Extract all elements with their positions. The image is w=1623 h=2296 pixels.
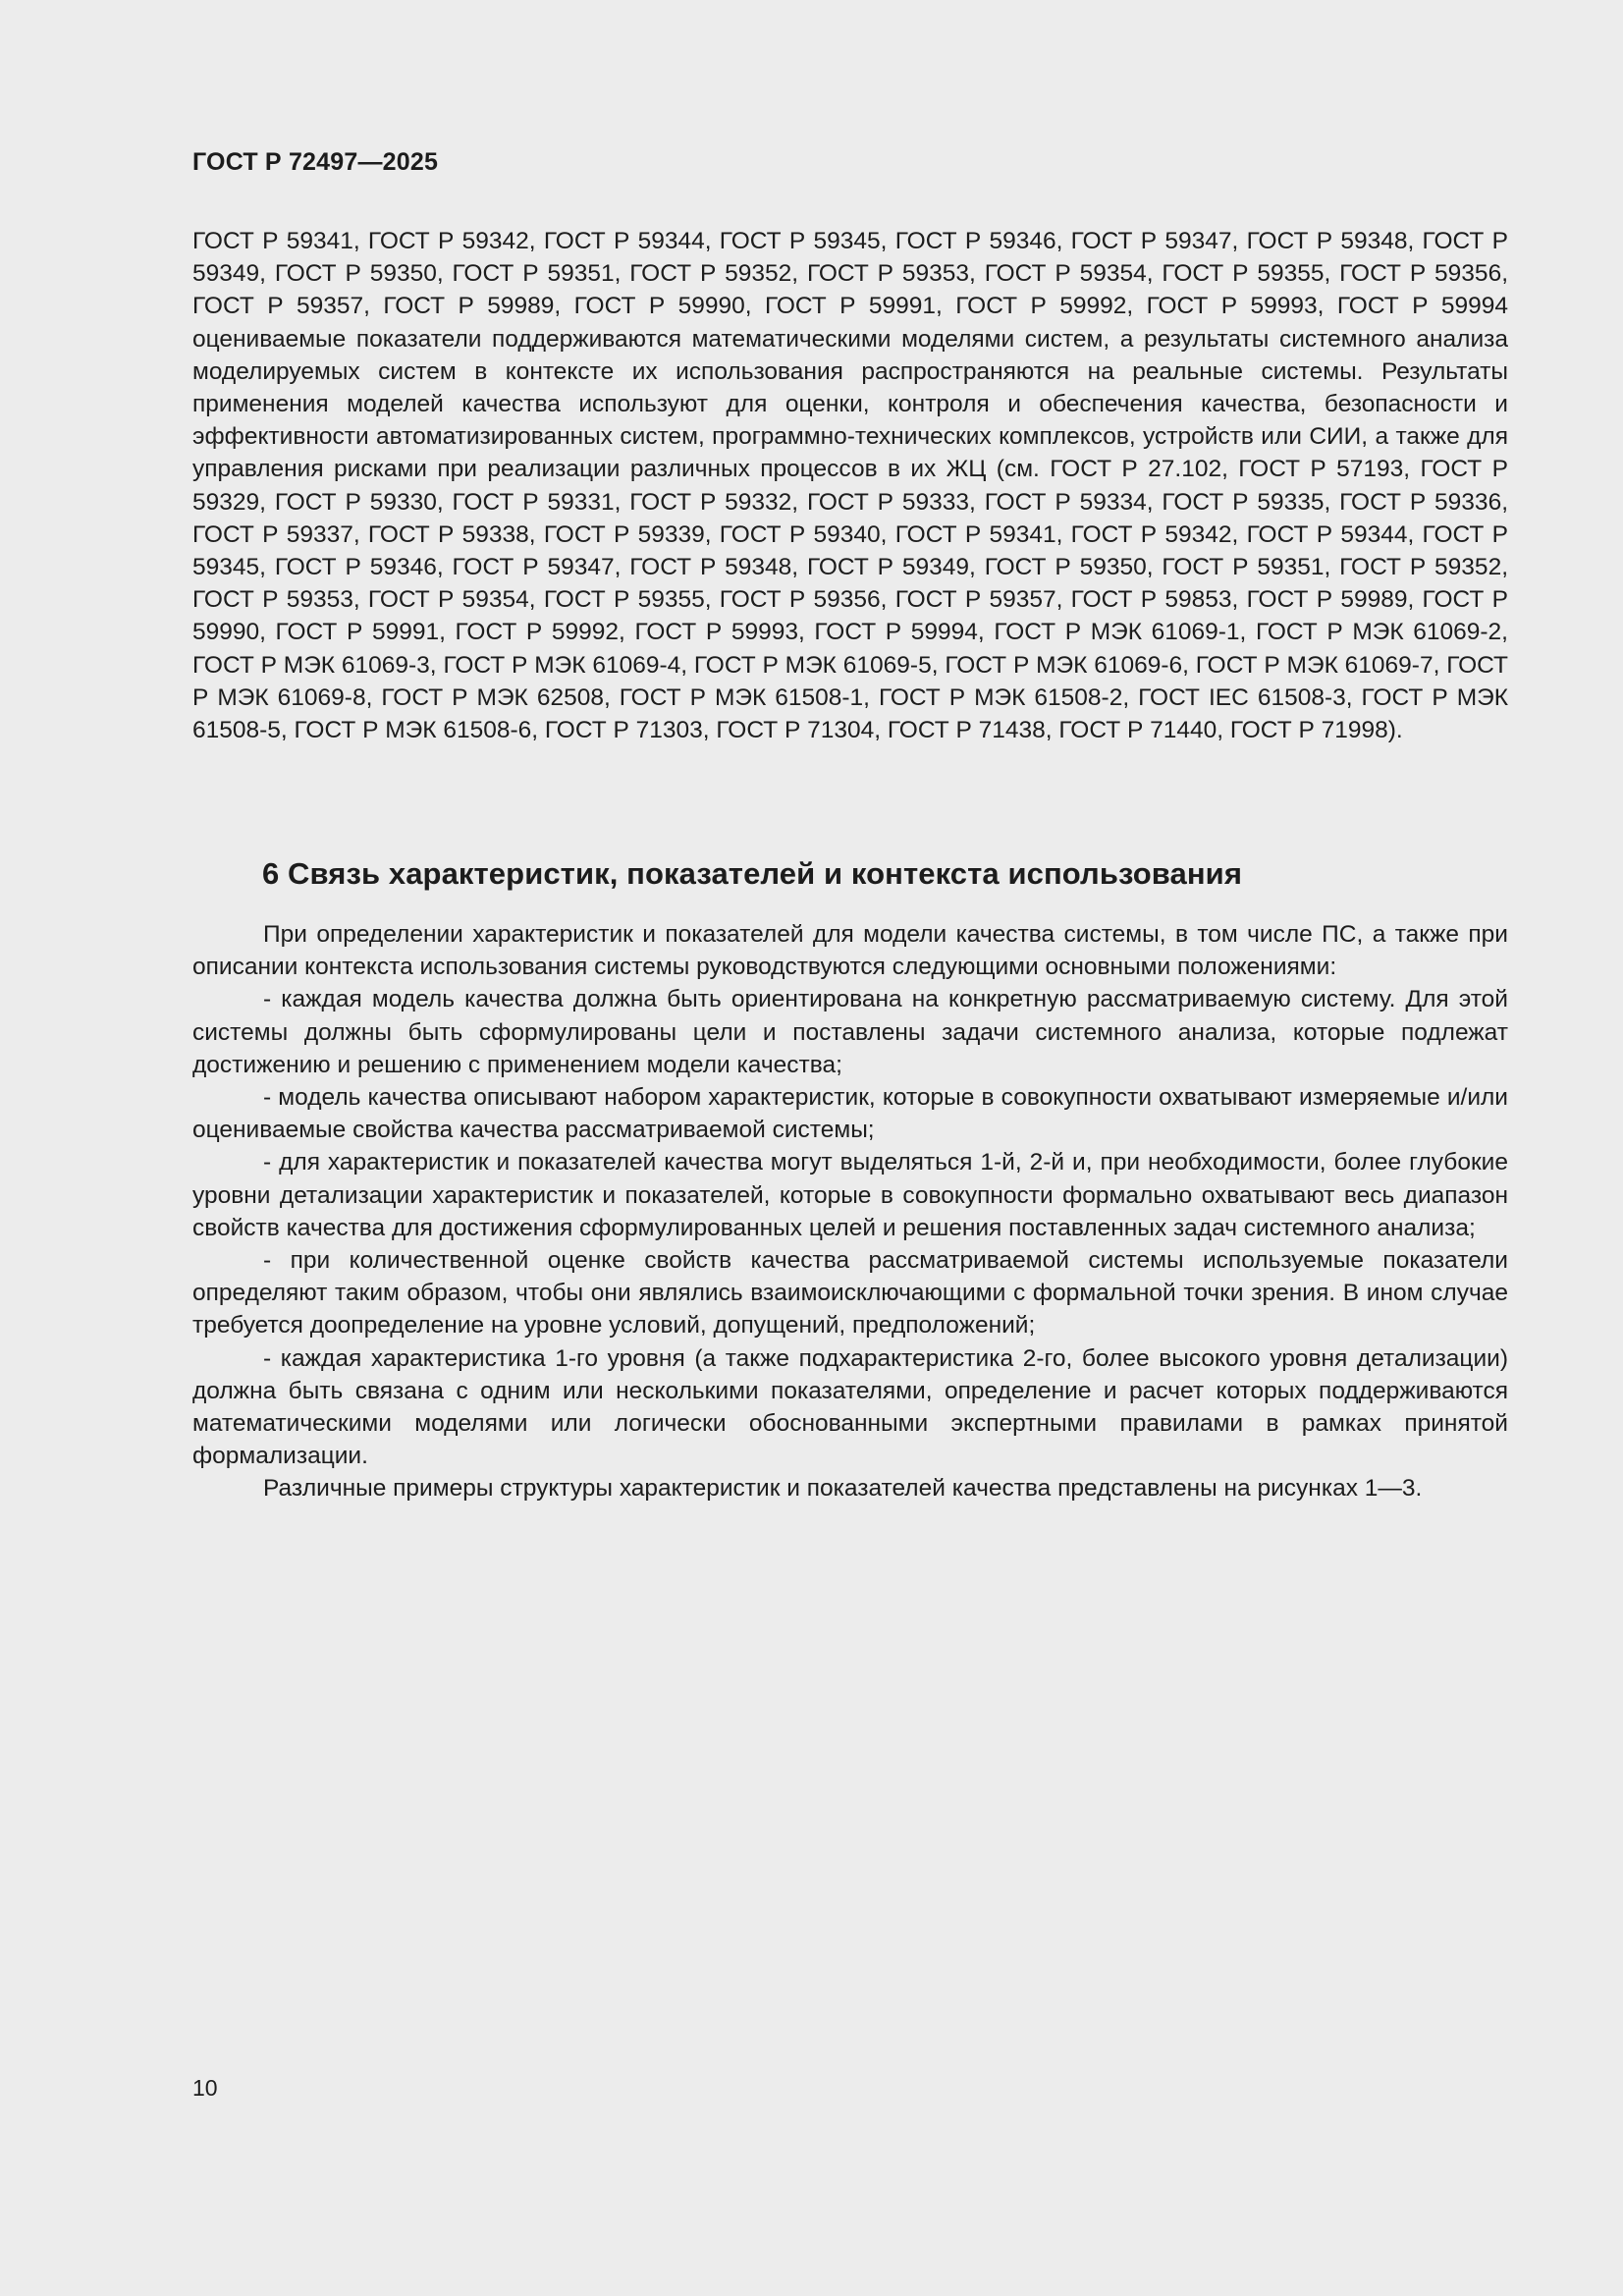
list-item: - модель качества описывают набором характеристик, которые в совокупности охватывают измеряемые и/или оцениваемые свойства качества рассматриваемой системы; — [192, 1084, 1508, 1144]
list-item: - при количественной оценке свойств качества рассматриваемой системы используемые показатели определяют таким образом, чтобы они являлись взаимоисключающими с формальной точки зрения. В ином случае требуется доопределение на уровне условий, допущений, предположений; — [192, 1247, 1508, 1339]
page-number: 10 — [192, 2075, 218, 2101]
list-item: - для характеристик и показателей качества могут выделяться 1-й, 2-й и, при необходимости, более глубокие уровни детализации характеристик и показателей, которые в совокупности формально охватывают весь диапазон свойств качества для достижения сформулированных целей и решения поставленных задач системного анализа; — [192, 1149, 1508, 1241]
list-item: - каждая модель качества должна быть ориентирована на конкретную рассматриваемую систему. Для этой системы должны быть сформулированы цели и поставлены задачи системного анализа, которые подлежат достижению и решению с применением модели качества; — [192, 986, 1508, 1078]
intro-paragraph-block — [192, 225, 1508, 746]
intro-paragraph: ГОСТ Р 59341, ГОСТ Р 59342, ГОСТ Р 59344, ГОСТ Р 59345, ГОСТ Р 59346, ГОСТ Р 59347, ГОСТ Р 59348, ГОСТ Р 59349, ГОСТ Р 59350, ГОСТ Р 59351, ГОСТ Р 59352, ГОСТ Р 59353, ГОСТ Р 59354, ГОСТ Р 59355, ГОСТ Р 59356, ГОСТ Р 59357, ГОСТ Р 59989, ГОСТ Р 59990, ГОСТ Р 59991, ГОСТ Р 59992, ГОСТ Р 59993, ГОСТ Р 59994 оцениваемые показатели поддерживаются математическими моделями систем, а результаты системного анализа моделируемых систем в контексте их использования распространяются на реальные системы. Результаты применения моделей качества используют для оценки, контроля и обеспечения качества, безопасности и эффективности автоматизированных систем, программно-технических комплексов, устройств или СИИ, а также для управления рисками при реализации различных процессов в их ЖЦ (см. ГОСТ Р 27.102, ГОСТ Р 57193, ГОСТ Р 59329, ГОСТ Р 59330, ГОСТ Р 59331, ГОСТ Р 59332, ГОСТ Р 59333, ГОСТ Р 59334, ГОСТ Р 59335, ГОСТ Р 59336, ГОСТ Р 59337, ГОСТ Р 59338, ГОСТ Р 59339, ГОСТ Р 59340, ГОСТ Р 59341, ГОСТ Р 59342, ГОСТ Р 59344, ГОСТ Р 59345, ГОСТ Р 59346, ГОСТ Р 59347, ГОСТ Р 59348, ГОСТ Р 59349, ГОСТ Р 59350, ГОСТ Р 59351, ГОСТ Р 59352, ГОСТ Р 59353, ГОСТ Р 59354, ГОСТ Р 59355, ГОСТ Р 59356, ГОСТ Р 59357, ГОСТ Р 59853, ГОСТ Р 59989, ГОСТ Р 59990, ГОСТ Р 59991, ГОСТ Р 59992, ГОСТ Р 59993, ГОСТ Р 59994, ГОСТ Р МЭК 61069-1, ГОСТ Р МЭК 61069-2, ГОСТ Р МЭК 61069-3, ГОСТ Р МЭК 61069-4, ГОСТ Р МЭК 61069-5, ГОСТ Р МЭК 61069-6, ГОСТ Р МЭК 61069-7, ГОСТ Р МЭК 61069-8, ГОСТ Р МЭК 62508, ГОСТ Р МЭК 61508-1, ГОСТ Р МЭК 61508-2, ГОСТ IEC 61508-3, ГОСТ Р МЭК 61508-5, ГОСТ Р МЭК 61508-6, ГОСТ Р 71303, ГОСТ Р 71304, ГОСТ Р 71438, ГОСТ Р 71440, ГОСТ Р 71998). — [192, 228, 1508, 744]
section-paragraph-closing: Различные примеры структуры характеристик и показателей качества представлены на рисунках 1—3. — [263, 1475, 1423, 1503]
document-header-id: ГОСТ Р 72497—2025 — [192, 148, 439, 176]
section-paragraph-intro: При определении характеристик и показателей для модели качества системы, в том числе ПС, а также при описании контекста использования системы руководствуются следующими основными положениями: — [192, 921, 1508, 981]
section-title: 6 Связь характеристик, показателей и контекста использования — [262, 856, 1243, 891]
section-body — [192, 918, 1508, 1505]
list-item: - каждая характеристика 1-го уровня (а также подхарактеристика 2-го, более высокого уровня детализации) должна быть связана с одним или несколькими показателями, определение и расчет которых поддерживаются математическими моделями или логически обоснованными экспертными правилами в рамках принятой формализации. — [192, 1344, 1508, 1470]
